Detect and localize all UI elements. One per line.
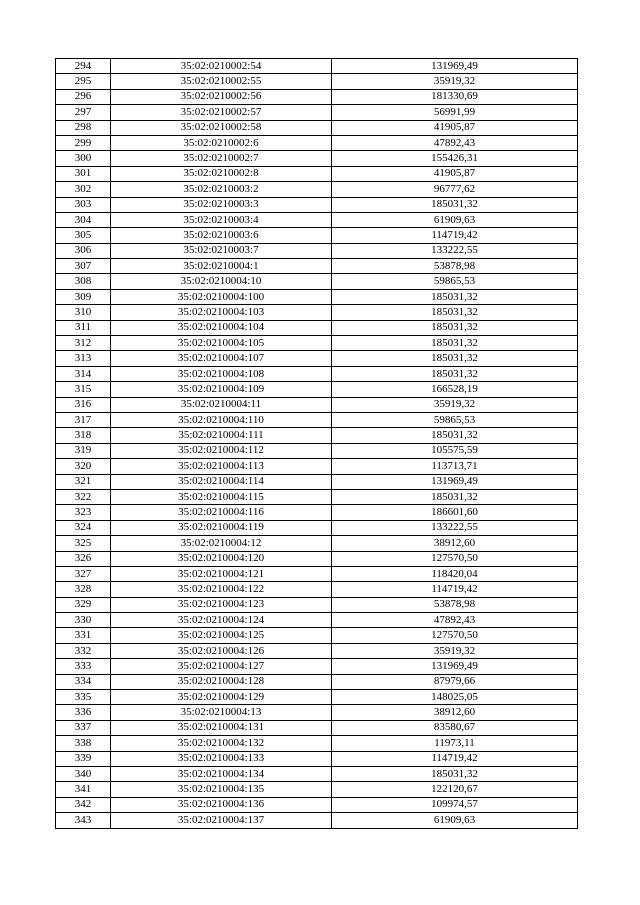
- row-number-cell: 315: [56, 382, 111, 397]
- row-number-cell: 333: [56, 659, 111, 674]
- row-number-cell: 307: [56, 259, 111, 274]
- row-number-cell: 305: [56, 228, 111, 243]
- table-row: [56, 135, 578, 150]
- cadastral-value-cell: 35919,32: [332, 74, 578, 89]
- cadastral-number-cell: 35:02:0210004:110: [111, 412, 332, 427]
- row-number-cell: 341: [56, 782, 111, 797]
- table-row: [56, 166, 578, 181]
- cadastral-number-cell: 35:02:0210004:122: [111, 582, 332, 597]
- table-row: [56, 613, 578, 628]
- row-number-cell: 323: [56, 505, 111, 520]
- cadastral-value-cell: 181330,69: [332, 89, 578, 104]
- table-row: [56, 597, 578, 612]
- cadastral-value-cell: 47892,43: [332, 613, 578, 628]
- table-row: [56, 674, 578, 689]
- table-row: [56, 351, 578, 366]
- table-row: [56, 228, 578, 243]
- table-row: [56, 289, 578, 304]
- table-row: [56, 736, 578, 751]
- table-row: [56, 474, 578, 489]
- table-row: [56, 320, 578, 335]
- table-row: [56, 305, 578, 320]
- table-row: [56, 566, 578, 581]
- cadastral-value-cell: 186601,60: [332, 505, 578, 520]
- row-number-cell: 332: [56, 643, 111, 658]
- cadastral-value-cell: 61909,63: [332, 212, 578, 227]
- cadastral-value-cell: 131969,49: [332, 59, 578, 74]
- cadastral-value-cell: 53878,98: [332, 259, 578, 274]
- cadastral-number-cell: 35:02:0210004:136: [111, 797, 332, 812]
- table-row: [56, 520, 578, 535]
- row-number-cell: 314: [56, 366, 111, 381]
- cadastral-number-cell: 35:02:0210003:7: [111, 243, 332, 258]
- table-row: [56, 412, 578, 427]
- cadastral-value-cell: 35919,32: [332, 643, 578, 658]
- cadastral-value-cell: 133222,55: [332, 520, 578, 535]
- row-number-cell: 339: [56, 751, 111, 766]
- cadastral-value-cell: 118420,04: [332, 566, 578, 581]
- table-row: [56, 212, 578, 227]
- cadastral-number-cell: 35:02:0210004:112: [111, 443, 332, 458]
- cadastral-number-cell: 35:02:0210003:2: [111, 182, 332, 197]
- cadastral-number-cell: 35:02:0210004:10: [111, 274, 332, 289]
- row-number-cell: 331: [56, 628, 111, 643]
- cadastral-value-cell: 185031,32: [332, 351, 578, 366]
- cadastral-value-cell: 53878,98: [332, 597, 578, 612]
- table-row: [56, 628, 578, 643]
- cadastral-value-cell: 127570,50: [332, 551, 578, 566]
- cadastral-number-cell: 35:02:0210002:6: [111, 135, 332, 150]
- cadastral-value-cell: 96777,62: [332, 182, 578, 197]
- table-row: [56, 582, 578, 597]
- cadastral-value-cell: 114719,42: [332, 228, 578, 243]
- cadastral-number-cell: 35:02:0210004:13: [111, 705, 332, 720]
- cadastral-value-cell: 155426,31: [332, 151, 578, 166]
- cadastral-number-cell: 35:02:0210004:107: [111, 351, 332, 366]
- row-number-cell: 330: [56, 613, 111, 628]
- cadastral-number-cell: 35:02:0210002:7: [111, 151, 332, 166]
- table-row: [56, 59, 578, 74]
- row-number-cell: 320: [56, 459, 111, 474]
- cadastral-number-cell: 35:02:0210002:8: [111, 166, 332, 181]
- cadastral-value-cell: 148025,05: [332, 690, 578, 705]
- table-row: [56, 105, 578, 120]
- table-row: [56, 551, 578, 566]
- table-row: [56, 813, 578, 828]
- table-row: [56, 243, 578, 258]
- row-number-cell: 309: [56, 289, 111, 304]
- cadastral-number-cell: 35:02:0210004:12: [111, 536, 332, 551]
- cadastral-value-cell: 185031,32: [332, 336, 578, 351]
- table-row: [56, 74, 578, 89]
- cadastral-number-cell: 35:02:0210004:111: [111, 428, 332, 443]
- cadastral-value-cell: 185031,32: [332, 489, 578, 504]
- row-number-cell: 338: [56, 736, 111, 751]
- cadastral-value-cell: 185031,32: [332, 305, 578, 320]
- cadastral-value-cell: 185031,32: [332, 766, 578, 781]
- table-row: [56, 489, 578, 504]
- table-row: [56, 505, 578, 520]
- cadastral-value-cell: 113713,71: [332, 459, 578, 474]
- table-row: [56, 151, 578, 166]
- table-row: [56, 705, 578, 720]
- row-number-cell: 329: [56, 597, 111, 612]
- cadastral-number-cell: 35:02:0210003:6: [111, 228, 332, 243]
- row-number-cell: 334: [56, 674, 111, 689]
- cadastral-value-cell: 56991,99: [332, 105, 578, 120]
- cadastral-number-cell: 35:02:0210004:137: [111, 813, 332, 828]
- table-row: [56, 259, 578, 274]
- table-row: [56, 690, 578, 705]
- row-number-cell: 299: [56, 135, 111, 150]
- table-row: [56, 89, 578, 104]
- cadastral-number-cell: 35:02:0210004:125: [111, 628, 332, 643]
- row-number-cell: 342: [56, 797, 111, 812]
- row-number-cell: 337: [56, 720, 111, 735]
- row-number-cell: 306: [56, 243, 111, 258]
- cadastral-number-cell: 35:02:0210004:129: [111, 690, 332, 705]
- cadastral-number-cell: 35:02:0210004:115: [111, 489, 332, 504]
- cadastral-number-cell: 35:02:0210004:120: [111, 551, 332, 566]
- cadastral-number-cell: 35:02:0210004:131: [111, 720, 332, 735]
- cadastral-number-cell: 35:02:0210004:104: [111, 320, 332, 335]
- cadastral-value-cell: 87979,66: [332, 674, 578, 689]
- row-number-cell: 308: [56, 274, 111, 289]
- cadastral-number-cell: 35:02:0210003:3: [111, 197, 332, 212]
- cadastral-value-table: [55, 58, 578, 829]
- row-number-cell: 297: [56, 105, 111, 120]
- cadastral-number-cell: 35:02:0210004:116: [111, 505, 332, 520]
- cadastral-value-cell: 133222,55: [332, 243, 578, 258]
- row-number-cell: 340: [56, 766, 111, 781]
- row-number-cell: 336: [56, 705, 111, 720]
- table-row: [56, 336, 578, 351]
- row-number-cell: 325: [56, 536, 111, 551]
- cadastral-number-cell: 35:02:0210004:128: [111, 674, 332, 689]
- cadastral-number-cell: 35:02:0210004:123: [111, 597, 332, 612]
- cadastral-value-cell: 185031,32: [332, 320, 578, 335]
- table-row: [56, 459, 578, 474]
- cadastral-value-cell: 83580,67: [332, 720, 578, 735]
- cadastral-number-cell: 35:02:0210004:119: [111, 520, 332, 535]
- cadastral-value-cell: 131969,49: [332, 474, 578, 489]
- cadastral-number-cell: 35:02:0210002:58: [111, 120, 332, 135]
- row-number-cell: 294: [56, 59, 111, 74]
- cadastral-value-cell: 114719,42: [332, 582, 578, 597]
- cadastral-value-cell: 185031,32: [332, 366, 578, 381]
- cadastral-number-cell: 35:02:0210004:124: [111, 613, 332, 628]
- table-row: [56, 751, 578, 766]
- cadastral-value-cell: 11973,11: [332, 736, 578, 751]
- cadastral-value-cell: 41905,87: [332, 166, 578, 181]
- cadastral-value-cell: 127570,50: [332, 628, 578, 643]
- row-number-cell: 318: [56, 428, 111, 443]
- row-number-cell: 316: [56, 397, 111, 412]
- cadastral-value-cell: 47892,43: [332, 135, 578, 150]
- cadastral-value-cell: 109974,57: [332, 797, 578, 812]
- cadastral-number-cell: 35:02:0210002:55: [111, 74, 332, 89]
- row-number-cell: 327: [56, 566, 111, 581]
- cadastral-number-cell: 35:02:0210004:109: [111, 382, 332, 397]
- cadastral-number-cell: 35:02:0210004:133: [111, 751, 332, 766]
- row-number-cell: 301: [56, 166, 111, 181]
- table-row: [56, 643, 578, 658]
- row-number-cell: 303: [56, 197, 111, 212]
- cadastral-value-cell: 38912,60: [332, 705, 578, 720]
- cadastral-value-cell: 185031,32: [332, 289, 578, 304]
- row-number-cell: 324: [56, 520, 111, 535]
- table-row: [56, 366, 578, 381]
- row-number-cell: 304: [56, 212, 111, 227]
- cadastral-number-cell: 35:02:0210004:127: [111, 659, 332, 674]
- cadastral-number-cell: 35:02:0210003:4: [111, 212, 332, 227]
- table-row: [56, 428, 578, 443]
- row-number-cell: 335: [56, 690, 111, 705]
- cadastral-value-cell: 166528,19: [332, 382, 578, 397]
- row-number-cell: 326: [56, 551, 111, 566]
- cadastral-number-cell: 35:02:0210004:1: [111, 259, 332, 274]
- row-number-cell: 296: [56, 89, 111, 104]
- cadastral-number-cell: 35:02:0210004:108: [111, 366, 332, 381]
- table-row: [56, 536, 578, 551]
- row-number-cell: 311: [56, 320, 111, 335]
- row-number-cell: 313: [56, 351, 111, 366]
- cadastral-number-cell: 35:02:0210004:121: [111, 566, 332, 581]
- cadastral-value-cell: 59865,53: [332, 412, 578, 427]
- cadastral-number-cell: 35:02:0210004:105: [111, 336, 332, 351]
- cadastral-number-cell: 35:02:0210002:56: [111, 89, 332, 104]
- cadastral-number-cell: 35:02:0210004:114: [111, 474, 332, 489]
- table-row: [56, 782, 578, 797]
- table-row: [56, 382, 578, 397]
- row-number-cell: 343: [56, 813, 111, 828]
- cadastral-number-cell: 35:02:0210002:57: [111, 105, 332, 120]
- row-number-cell: 317: [56, 412, 111, 427]
- cadastral-number-cell: 35:02:0210004:100: [111, 289, 332, 304]
- table-row: [56, 274, 578, 289]
- table-row: [56, 443, 578, 458]
- row-number-cell: 319: [56, 443, 111, 458]
- row-number-cell: 310: [56, 305, 111, 320]
- cadastral-value-cell: 38912,60: [332, 536, 578, 551]
- cadastral-value-cell: 59865,53: [332, 274, 578, 289]
- cadastral-value-cell: 131969,49: [332, 659, 578, 674]
- cadastral-number-cell: 35:02:0210004:135: [111, 782, 332, 797]
- cadastral-number-cell: 35:02:0210004:134: [111, 766, 332, 781]
- table-row: [56, 659, 578, 674]
- row-number-cell: 322: [56, 489, 111, 504]
- row-number-cell: 295: [56, 74, 111, 89]
- cadastral-number-cell: 35:02:0210004:126: [111, 643, 332, 658]
- cadastral-value-cell: 185031,32: [332, 428, 578, 443]
- table-row: [56, 720, 578, 735]
- table-row: [56, 797, 578, 812]
- table-row: [56, 197, 578, 212]
- cadastral-number-cell: 35:02:0210002:54: [111, 59, 332, 74]
- table-row: [56, 397, 578, 412]
- row-number-cell: 328: [56, 582, 111, 597]
- table-row: [56, 120, 578, 135]
- table-row: [56, 182, 578, 197]
- cadastral-value-cell: 185031,32: [332, 197, 578, 212]
- table-body: [56, 59, 578, 829]
- cadastral-value-cell: 41905,87: [332, 120, 578, 135]
- cadastral-value-cell: 61909,63: [332, 813, 578, 828]
- cadastral-value-cell: 35919,32: [332, 397, 578, 412]
- row-number-cell: 300: [56, 151, 111, 166]
- row-number-cell: 298: [56, 120, 111, 135]
- table-row: [56, 766, 578, 781]
- cadastral-value-cell: 122120,67: [332, 782, 578, 797]
- cadastral-number-cell: 35:02:0210004:132: [111, 736, 332, 751]
- row-number-cell: 312: [56, 336, 111, 351]
- cadastral-value-cell: 114719,42: [332, 751, 578, 766]
- cadastral-value-cell: 105575,59: [332, 443, 578, 458]
- cadastral-number-cell: 35:02:0210004:103: [111, 305, 332, 320]
- cadastral-number-cell: 35:02:0210004:113: [111, 459, 332, 474]
- row-number-cell: 321: [56, 474, 111, 489]
- row-number-cell: 302: [56, 182, 111, 197]
- cadastral-number-cell: 35:02:0210004:11: [111, 397, 332, 412]
